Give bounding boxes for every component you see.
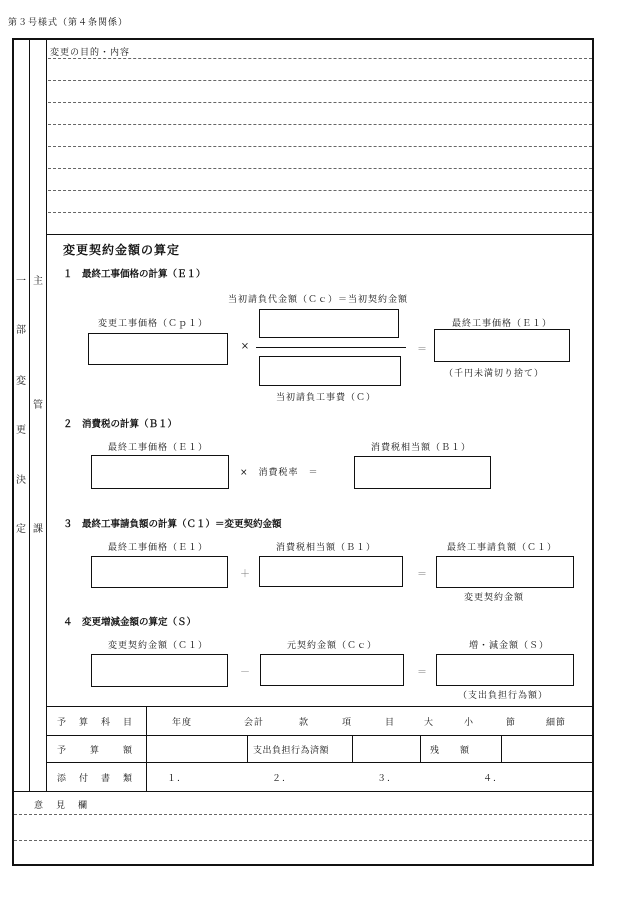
form-number: 第３号様式（第４条関係） [8, 18, 129, 28]
s3-tax-amount-input[interactable] [259, 556, 403, 587]
purpose-line[interactable] [48, 58, 592, 59]
budget-account: 会計 [244, 718, 265, 728]
s4-right-note: （支出負担行為額） [458, 691, 549, 701]
purpose-line[interactable] [48, 80, 592, 81]
table-col-divider [501, 735, 502, 762]
budget-shou: 小 [464, 718, 475, 728]
budget-dai: 大 [424, 718, 435, 728]
attachment-4: ４. [483, 774, 497, 784]
attachment-1: １. [167, 774, 181, 784]
purpose-line[interactable] [48, 146, 592, 147]
form-frame [12, 38, 594, 866]
budget-setsu: 節 [506, 718, 517, 728]
s3-right-label: 最終工事請負額（Ｃ１） [447, 543, 558, 553]
budget-saisetsu: 細節 [546, 718, 567, 728]
s1-result-label: 最終工事価格（Ｅ１） [452, 319, 553, 329]
column-divider [46, 39, 47, 791]
plus-icon: ＋ [240, 569, 250, 580]
remaining-label: 残 額 [430, 746, 471, 756]
calc-title: 変更契約金額の算定 [63, 243, 181, 257]
table-divider [13, 791, 593, 792]
s3-mid-label: 消費税相当額（Ｂ１） [276, 543, 377, 553]
table-divider [46, 735, 593, 736]
budget-year: 年度 [172, 718, 193, 728]
s2-right-label: 消費税相当額（Ｂ１） [371, 443, 472, 453]
s1-initial-contract-input[interactable] [259, 309, 399, 338]
table-divider [46, 762, 593, 763]
s1-left-label: 変更工事価格（Ｃｐ１） [98, 319, 209, 329]
s3-left-label: 最終工事価格（Ｅ１） [108, 543, 209, 553]
s1-change-cost-input[interactable] [88, 333, 228, 365]
s1-final-price-input[interactable] [434, 329, 570, 362]
column-divider [29, 39, 30, 791]
s4-diff-amount-input[interactable] [436, 654, 574, 686]
purpose-line[interactable] [48, 124, 592, 125]
minus-icon: － [240, 667, 250, 678]
s2-left-label: 最終工事価格（Ｅ１） [108, 443, 209, 453]
s3-final-contract-input[interactable] [436, 556, 574, 588]
s2-tax-rate-text: × 消費税率 ＝ [240, 468, 319, 478]
table-col-divider [247, 735, 248, 762]
s1-result-note: （千円未満切り捨て） [444, 369, 545, 379]
opinion-line[interactable] [14, 814, 592, 815]
s4-change-contract-input[interactable] [91, 654, 228, 687]
budget-item-label: 予 算 科 目 [57, 718, 135, 728]
s2-tax-amount-input[interactable] [354, 456, 491, 489]
equals-icon: ＝ [417, 667, 427, 678]
purpose-line[interactable] [48, 212, 592, 213]
purpose-line[interactable] [48, 190, 592, 191]
equals-icon: ＝ [417, 344, 427, 355]
purpose-line[interactable] [48, 102, 592, 103]
budget-kan: 款 [299, 718, 310, 728]
attachment-3: ３. [377, 774, 391, 784]
s3-final-price-input[interactable] [91, 556, 228, 588]
s2-final-price-input[interactable] [91, 455, 229, 489]
attachments-label: 添 付 書 類 [57, 774, 135, 784]
multiply-icon: × [240, 341, 250, 352]
budget-kou: 項 [342, 718, 353, 728]
section-1-heading: １ 最終工事価格の計算（Ｅ１） [63, 269, 206, 280]
s4-mid-label: 元契約金額（Ｃｃ） [287, 641, 378, 651]
s1-initial-cost-input[interactable] [259, 356, 401, 386]
opinion-label: 意 見 欄 [34, 801, 90, 811]
table-divider [46, 706, 593, 707]
fraction-bar [256, 347, 406, 348]
equals-icon: ＝ [417, 569, 427, 580]
s4-original-contract-input[interactable] [260, 654, 404, 686]
budget-moku: 目 [385, 718, 396, 728]
table-col-divider [352, 735, 353, 762]
purpose-line[interactable] [48, 168, 592, 169]
section-divider [46, 234, 593, 235]
section-4-heading: ４ 変更増減金額の算定（Ｓ） [63, 617, 197, 628]
s1-top-label: 当初請負代金額（Ｃｃ）＝当初契約金額 [228, 295, 409, 305]
attachment-2: ２. [272, 774, 286, 784]
s3-right-note: 変更契約金額 [464, 593, 525, 603]
committed-amount-label: 支出負担行為済額 [253, 746, 330, 756]
table-col-divider [420, 735, 421, 762]
purpose-label: 変更の目的・内容 [50, 48, 131, 58]
budget-amount-label: 予 算 額 [57, 746, 135, 756]
s1-bottom-label: 当初請負工事費（Ｃ） [276, 393, 377, 403]
s4-left-label: 変更契約金額（Ｃ１） [108, 641, 209, 651]
section-2-heading: ２ 消費税の計算（Ｂ１） [63, 419, 178, 430]
table-col-divider [146, 706, 147, 791]
opinion-line[interactable] [14, 840, 592, 841]
section-3-heading: ３ 最終工事請負額の計算（Ｃ１）＝変更契約金額 [63, 519, 282, 530]
s4-right-label: 増・減金額（Ｓ） [469, 641, 550, 651]
